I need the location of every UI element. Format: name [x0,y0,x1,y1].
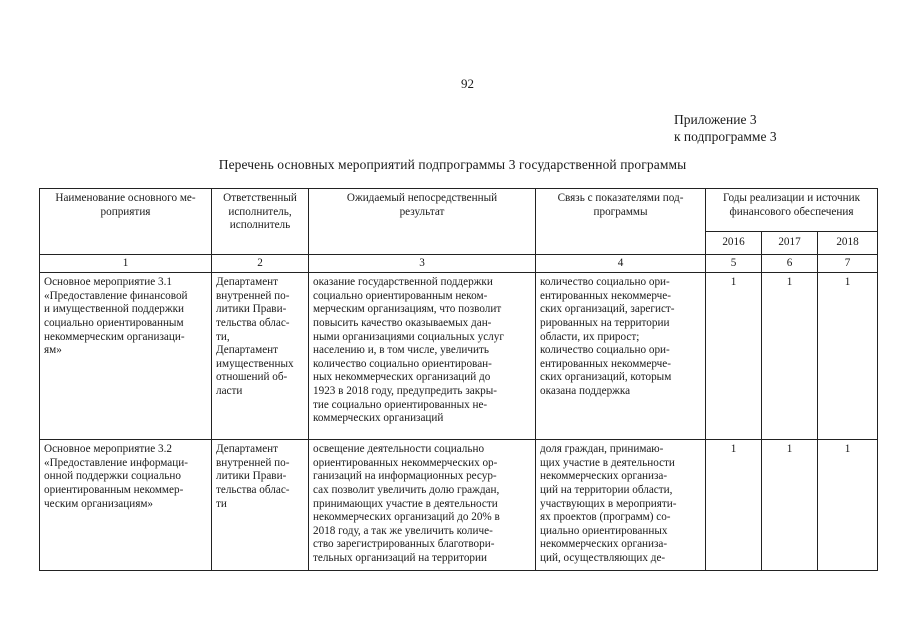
text-line: ными организациями социальных услуг [313,330,504,343]
text-line: Наименование основного ме- [55,192,196,204]
text-line: «Предоставление информаци- [44,456,188,469]
value-2018: 1 [818,440,878,571]
text-line: ти [216,497,227,510]
text-line: ских организаций, которым [540,371,672,384]
text-line: повысить качество оказываемых дан- [313,316,492,329]
appendix-label [674,111,777,145]
text-line: Годы реализации и источник [722,192,861,204]
column-number: 7 [818,254,878,273]
activities-table [39,188,878,571]
text-line: доля граждан, принимаю- [540,443,664,456]
text-line: ях проектов (программ) со- [540,511,671,524]
header-executor [212,189,309,255]
text-line: участвующих в мероприяти- [540,497,677,510]
text-line: внутренней по- [216,289,290,302]
text-line: «Предоставление финансовой [44,289,188,302]
text-line: тельства облас- [216,483,290,496]
text-line: ентированных некоммерче- [540,289,671,302]
text-line: сах позволит увеличить долю граждан, [313,483,500,496]
text-line: ласти [216,384,243,397]
text-line: результат [399,205,445,218]
text-line: ориентированным некоммер- [44,483,184,496]
text-line: литики Прави- [216,303,287,316]
text-line: тельных организаций на территории [313,551,487,564]
text-line: Департамент [216,344,279,357]
table-header-row [40,189,878,232]
value-2016: 1 [706,273,762,440]
header-years-financing [706,189,878,232]
value-2017: 1 [762,273,818,440]
text-line: количество социально ори- [540,276,670,289]
text-line: освещение деятельности социально [313,443,485,456]
value-2016: 1 [706,440,762,571]
text-line: ям» [44,344,62,357]
text-line: 2018 году, а так же увеличить количе- [313,524,493,537]
text-line: литики Прави- [216,470,287,483]
text-line: некоммерческих организаций до 20% в [313,511,500,524]
text-line: ских организаций, зарегист- [540,303,675,316]
text-line: Департамент [216,276,279,289]
text-line: роприятия [100,205,151,218]
text-line: отношений об- [216,371,288,384]
text-line: и имущественной поддержки [44,303,185,316]
text-line: мерческим организациям, что позволит [313,303,502,316]
document-title: Перечень основных мероприятий подпрограммы 3 государственной программы [218,157,687,172]
text-line: 1923 в 2018 году, предупредить закры- [313,384,497,397]
text-line: количество социально ори- [540,344,670,357]
header-year-2016: 2016 [706,232,762,255]
column-number: 6 [762,254,818,273]
text-line: области, их прирост; [540,330,640,343]
column-number: 1 [40,254,212,273]
header-year-2017: 2017 [762,232,818,255]
text-line: ческим организациям» [44,497,154,510]
value-2018: 1 [818,273,878,440]
text-line: имущественных [216,357,294,370]
text-line: программы [593,205,648,218]
column-number: 2 [212,254,309,273]
text-line: социально ориентированным [44,316,184,329]
table-row [40,273,878,440]
text-line: Ответственный [223,192,297,204]
activity-executor [212,440,309,571]
text-line: количество социально ориентирован- [313,357,492,370]
text-line: социально ориентированным неком- [313,289,488,302]
table-row [40,440,878,571]
appendix-line-2: к подпрограмме 3 [674,129,777,144]
text-line: Связь с показателями под- [557,192,684,204]
text-line: принимающих участие в деятельности [313,497,498,510]
header-year-2018: 2018 [818,232,878,255]
text-line: финансового обеспечения [729,205,854,218]
text-line: Ожидаемый непосредственный [346,192,498,204]
text-line: ство зарегистрированных благотвори- [313,538,495,551]
text-line: тельства облас- [216,316,290,329]
text-line: исполнитель [229,219,291,232]
column-numbers-row [40,254,878,273]
text-line: ориентированных некоммерческих ор- [313,456,498,469]
text-line: рированных на территории [540,316,670,329]
text-line: ций, осуществляющих де- [540,551,666,564]
activity-result [309,273,536,440]
text-line: оказание государственной поддержки [313,276,493,289]
text-line: некоммерческих организа- [540,470,668,483]
header-result [309,189,536,255]
text-line: Основное мероприятие 3.1 [44,276,172,289]
page-number: 92 [461,76,474,91]
text-line: ентированных некоммерче- [540,357,671,370]
activity-indicator-link [536,273,706,440]
column-number: 3 [309,254,536,273]
text-line: оказана поддержка [540,384,631,397]
header-name [40,189,212,255]
text-line: ций на территории области, [540,483,673,496]
column-number: 4 [536,254,706,273]
text-line: тие социально ориентированных не- [313,398,488,411]
text-line: коммерческих организаций [313,412,444,425]
text-line: исполнитель, [228,205,292,218]
activity-indicator-link [536,440,706,571]
value-2017: 1 [762,440,818,571]
text-line: ганизаций на информационных ресур- [313,470,497,483]
text-line: циально ориентированных [540,524,668,537]
activity-name [40,273,212,440]
text-line: Департамент [216,443,279,456]
text-line: Основное мероприятие 3.2 [44,443,172,456]
text-line: населению и, в том числе, увеличить [313,344,490,357]
text-line: некоммерческих организа- [540,538,668,551]
text-line: ных некоммерческих организаций до [313,371,491,384]
text-line: ти, [216,330,230,343]
activity-name [40,440,212,571]
text-line: внутренней по- [216,456,290,469]
text-line: некоммерческим организаци- [44,330,185,343]
activity-executor [212,273,309,440]
activity-result [309,440,536,571]
text-line: щих участие в деятельности [540,456,675,469]
appendix-line-1: Приложение 3 [674,112,757,127]
text-line: онной поддержки социально [44,470,181,483]
column-number: 5 [706,254,762,273]
header-link [536,189,706,255]
